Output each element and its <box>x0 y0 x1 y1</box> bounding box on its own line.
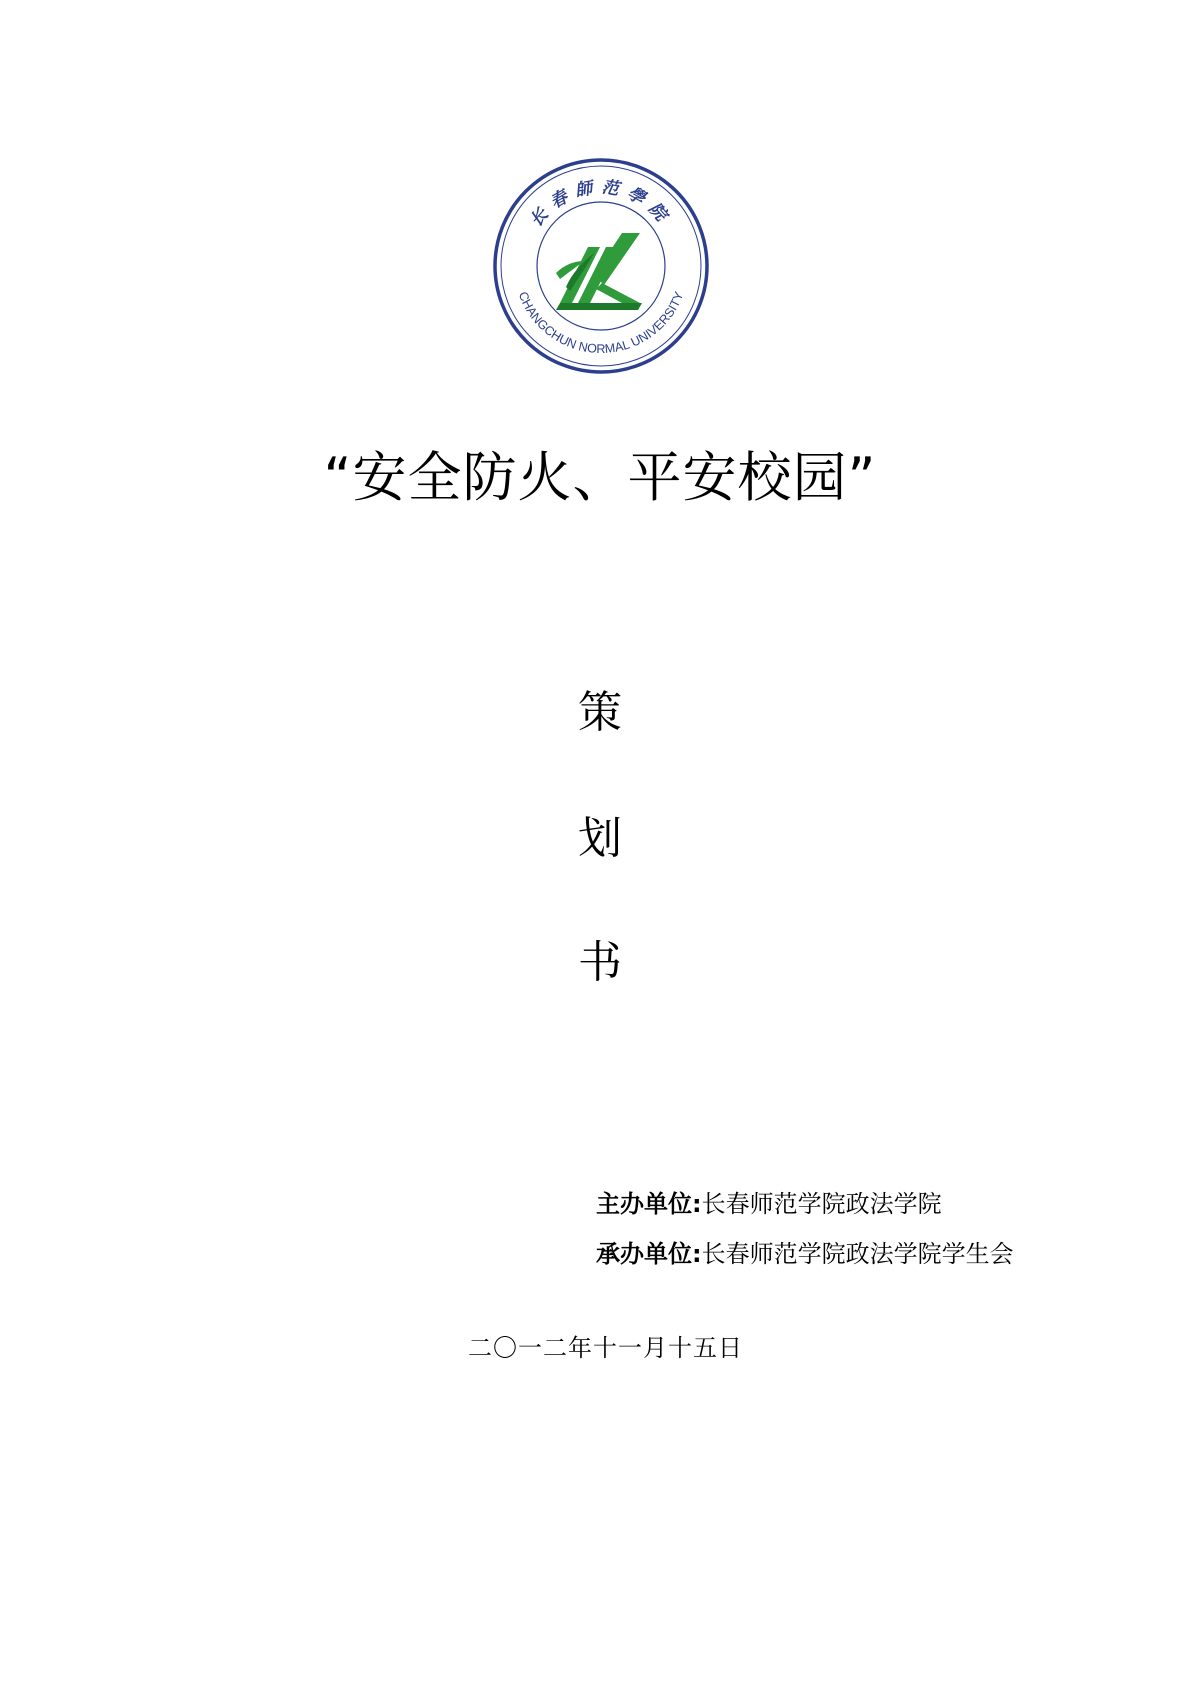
document-date: 二〇一二年十一月十五日 <box>468 1334 743 1362</box>
svg-text:CHANGCHUN NORMAL UNIVERSITY: CHANGCHUN NORMAL UNIVERSITY <box>515 289 687 357</box>
doc-type-char-2: 划 <box>578 813 622 864</box>
document-title: “安全防火、平安校园” <box>323 446 877 509</box>
co-organizer-line <box>596 1239 1014 1269</box>
host-organizer-line <box>596 1189 942 1219</box>
host-organizer-label: 主办单位: <box>596 1190 702 1218</box>
co-organizer-value: 长春师范学院政法学院学生会 <box>701 1240 1014 1268</box>
university-seal-logo <box>490 155 712 377</box>
host-organizer-value: 长春师范学院政法学院 <box>701 1190 942 1218</box>
doc-type-char-3: 书 <box>578 937 622 988</box>
svg-text:长春師范學院: 长春師范學院 <box>526 177 676 231</box>
doc-type-char-1: 策 <box>578 687 622 738</box>
co-organizer-label: 承办单位: <box>596 1240 702 1268</box>
